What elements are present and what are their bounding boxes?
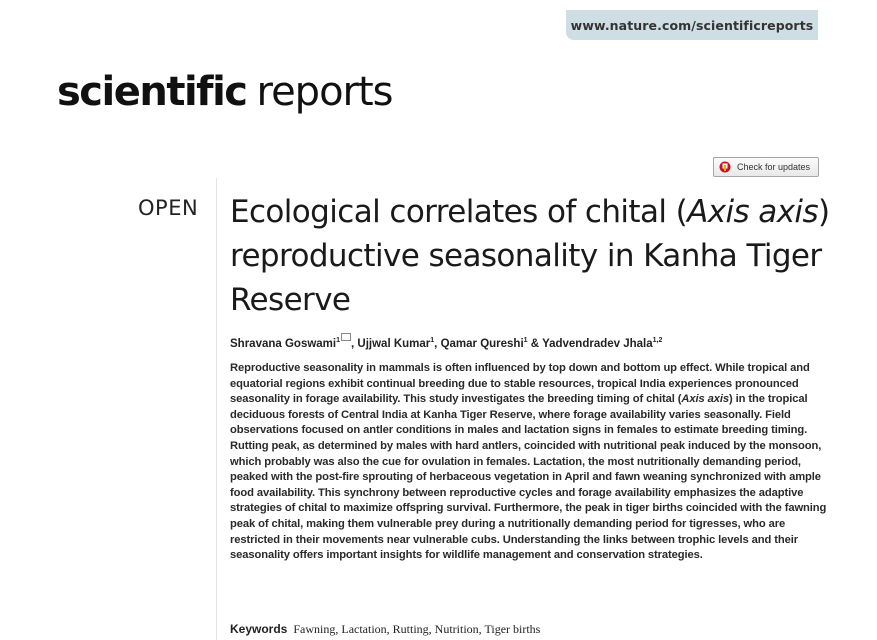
abstract-text xyxy=(230,361,830,564)
author-list xyxy=(230,333,662,350)
author-affiliation: 1 xyxy=(336,337,341,345)
author-name[interactable]: Shravana Goswami xyxy=(230,338,337,350)
keywords-row xyxy=(230,622,540,637)
abstract-part-2: ) in the tropical deciduous forests of Central India at Kanha Tiger Reserve, where forage availability varies seasonally. Field observations focused on antler conditions in males and lactation signs in females to estimate breeding timing. Rutting peak, as determined by males with hard antlers, coincided with nutritional peak induced by the monsoon, which probably was also the cue for ovulation in females. Lactation, the most nutritionally demanding period, peaked with the post-fire sprouting of herbaceous vegetation in April and fawn weaning synchronized with ample food availability. This synchrony between reproductive cycles and forage availability emphasizes the adaptive strategies of chital to maximize offspring survival. Furthermore, the peak in tiger births coincided with the fawning peak of chital, making them vulnerable prey during a nutritionally demanding period for tigresses, who are restricted in their movements near vulnerable cubs. Understanding the links between trophic levels and their seasonality offers important insights for wildlife management and conservation strategies. xyxy=(230,393,827,562)
vertical-divider xyxy=(216,178,217,640)
author-affiliation: 1,2 xyxy=(652,337,663,345)
article-title xyxy=(230,190,830,322)
author-affiliation: 1 xyxy=(430,337,435,345)
journal-url[interactable]: www.nature.com/scientificreports xyxy=(570,17,814,33)
keywords-list: Fawning, Lactation, Rutting, Nutrition, Tiger births xyxy=(293,622,541,636)
brand-light-text: reports xyxy=(256,69,393,115)
check-for-updates-button[interactable] xyxy=(713,157,819,177)
journal-url-tab[interactable] xyxy=(566,10,818,40)
brand-bold-text: scientific xyxy=(57,69,247,115)
crossmark-icon xyxy=(719,161,731,173)
author-name[interactable]: Ujjwal Kumar xyxy=(357,338,431,350)
title-species-italic: Axis axis xyxy=(687,194,819,230)
author-separator: & xyxy=(527,338,543,350)
journal-brand-logo xyxy=(57,69,393,115)
envelope-icon[interactable] xyxy=(341,333,351,341)
open-access-label: OPEN xyxy=(138,196,199,220)
author-separator: , xyxy=(434,338,441,350)
author-affiliation: 1 xyxy=(523,337,528,345)
abstract-part-1: Reproductive seasonality in mammals is often influenced by top down and bottom up effect. While tropical and equatorial regions exhibit continual breeding due to stable resources, tropical India experiences pronounced seasonality in forage availability. This study investigates the breeding timing of chital ( xyxy=(230,362,810,406)
check-for-updates-label: Check for updates xyxy=(737,162,811,172)
title-part-2: ) reproductive seasonality in Kanha Tiger Reserve xyxy=(230,194,830,318)
author-separator: , xyxy=(351,338,358,350)
author-name[interactable]: Qamar Qureshi xyxy=(440,338,524,350)
abstract-species-italic: Axis axis xyxy=(681,393,729,406)
keywords-label: Keywords xyxy=(230,622,288,636)
title-part-1: Ecological correlates of chital ( xyxy=(230,194,688,230)
author-name[interactable]: Yadvendradev Jhala xyxy=(542,338,653,350)
